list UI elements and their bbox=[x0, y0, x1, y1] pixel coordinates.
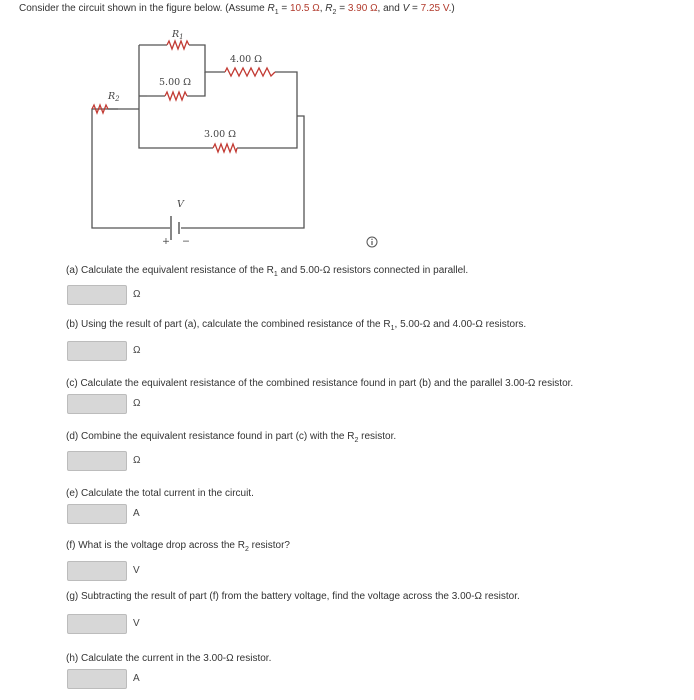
answer-input-b[interactable] bbox=[67, 341, 127, 361]
intro-prefix: Consider the circuit shown in the figure below. (Assume bbox=[19, 3, 268, 14]
question-a: (a) Calculate the equivalent resistance of the $R_1$ and 5.00-Ω resistors connected in parallel. bbox=[66, 265, 469, 278]
label-battery-minus: − bbox=[182, 236, 190, 247]
wire-left-loop bbox=[92, 109, 170, 228]
label-r2: $R_2$ bbox=[108, 91, 120, 103]
unit-h: A bbox=[133, 673, 140, 684]
intro-and: , and bbox=[377, 3, 403, 14]
wire-inner-right bbox=[237, 72, 297, 148]
unit-d: Ω bbox=[133, 455, 141, 466]
label-three-ohm: 3.00 Ω bbox=[204, 129, 237, 140]
question-f: (f) What is the voltage drop across the $R_2$ resistor? bbox=[66, 540, 290, 553]
answer-input-c[interactable] bbox=[67, 394, 127, 414]
resistor-four-ohm bbox=[225, 68, 275, 76]
intro-r2-value: 3.90 Ω bbox=[347, 3, 378, 14]
question-c: (c) Calculate the equivalent resistance of the combined resistance found in part (b) and the parallel 3.00-Ω resistor. bbox=[66, 378, 574, 389]
problem-statement: Consider the circuit shown in the figure below. (Assume $R_1 = 10.5$ Ω, $R_2 = 3.90$ Ω, and V = 7.25 V.) bbox=[19, 3, 455, 16]
answer-input-h[interactable] bbox=[67, 669, 127, 689]
info-icon[interactable] bbox=[366, 236, 378, 248]
unit-b: Ω bbox=[133, 345, 141, 356]
question-d: (d) Combine the equivalent resistance found in part (c) with the $R_2$ resistor. bbox=[66, 431, 397, 444]
unit-e: A bbox=[133, 508, 140, 519]
answer-input-a[interactable] bbox=[67, 285, 127, 305]
answer-input-g[interactable] bbox=[67, 614, 127, 634]
intro-r2-subscript: 2 bbox=[332, 9, 337, 16]
intro-r1-symbol: R bbox=[267, 3, 275, 14]
label-battery-v: V bbox=[177, 199, 184, 210]
resistor-r1 bbox=[167, 41, 189, 49]
unit-f: V bbox=[133, 565, 140, 576]
resistor-three-ohm bbox=[213, 144, 237, 152]
unit-g: V bbox=[133, 618, 140, 629]
unit-a: Ω bbox=[133, 289, 141, 300]
intro-suffix: .) bbox=[448, 3, 455, 14]
answer-input-f[interactable] bbox=[67, 561, 127, 581]
wire-r1-right bbox=[189, 45, 225, 72]
intro-v-symbol: V bbox=[402, 3, 410, 14]
answer-input-e[interactable] bbox=[67, 504, 127, 524]
unit-c: Ω bbox=[133, 398, 141, 409]
question-h: (h) Calculate the current in the 3.00-Ω resistor. bbox=[66, 653, 272, 664]
label-battery-plus: + bbox=[162, 236, 170, 247]
question-b: (b) Using the result of part (a), calculate the combined resistance of the $R_1$, 5.00-Ω and 4.00-Ω resistors. bbox=[66, 319, 527, 332]
wire-battery-right bbox=[181, 116, 304, 228]
intro-r2-symbol: R bbox=[325, 3, 333, 14]
intro-v-value: 7.25 V bbox=[420, 3, 449, 14]
label-r1: $R_1$ bbox=[172, 29, 184, 41]
circuit-diagram bbox=[0, 0, 694, 260]
intro-r1-value: 10.5 Ω bbox=[290, 3, 320, 14]
intro-r1-subscript: 1 bbox=[274, 9, 279, 16]
answer-input-d[interactable] bbox=[67, 451, 127, 471]
label-four-ohm: 4.00 Ω bbox=[230, 54, 263, 65]
question-e: (e) Calculate the total current in the circuit. bbox=[66, 488, 254, 499]
question-g: (g) Subtracting the result of part (f) from the battery voltage, find the voltage across the 3.00-Ω resistor. bbox=[66, 591, 520, 602]
resistor-five-ohm bbox=[165, 92, 187, 100]
label-five-ohm: 5.00 Ω bbox=[159, 77, 192, 88]
